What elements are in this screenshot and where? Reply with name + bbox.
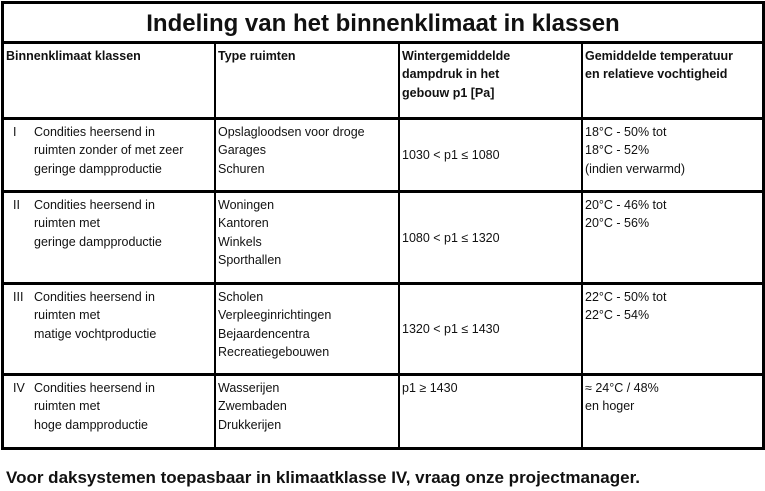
header-text: gebouw p1 [Pa] — [402, 85, 495, 100]
cell-line: Schuren — [218, 161, 265, 176]
climate-cell — [581, 285, 762, 373]
header-pressure — [398, 44, 581, 117]
pressure-value: 1080 < p1 ≤ 1320 — [402, 230, 500, 245]
climate-classes-table — [1, 1, 765, 450]
types-cell — [214, 285, 398, 373]
class-cell — [4, 285, 214, 373]
header-text: Gemiddelde temperatuur — [585, 49, 733, 63]
pressure-value: p1 ≥ 1430 — [402, 381, 458, 395]
header-climate — [581, 44, 762, 117]
cell-line: Condities heersend in — [34, 125, 155, 139]
cell-line: Wasserijen — [218, 381, 280, 395]
cell-line: hoge dampproductie — [34, 417, 148, 432]
footer-note: Voor daksystemen toepasbaar in klimaatklasse IV, vraag onze projectmanager. — [6, 468, 641, 487]
cell-line: en hoger — [585, 399, 635, 414]
cell-line: Scholen — [218, 290, 264, 304]
class-description — [34, 196, 162, 251]
cell-line: Kantoren — [218, 216, 269, 231]
header-text: Wintergemiddelde — [402, 49, 511, 63]
header-class: Binnenklimaat klassen — [6, 49, 141, 63]
cell-line: Zwembaden — [218, 399, 287, 414]
class-cell — [4, 120, 214, 190]
cell-line: Recreatiegebouwen — [218, 344, 330, 359]
table-row — [4, 376, 762, 447]
class-description — [34, 288, 156, 343]
cell-line: 20°C - 46% tot — [585, 198, 667, 212]
cell-line: 22°C - 54% — [585, 308, 650, 323]
pressure-value: 1030 < p1 ≤ 1080 — [402, 147, 500, 162]
class-number: I — [13, 125, 17, 139]
pressure-cell — [398, 285, 581, 373]
header-text: dampdruk in het — [402, 67, 500, 82]
table-row — [4, 285, 762, 376]
cell-line: Woningen — [218, 198, 275, 212]
class-number: II — [13, 198, 20, 212]
class-cell — [4, 193, 214, 282]
class-description — [34, 123, 183, 178]
cell-line: Opslagloodsen voor droge — [218, 125, 365, 139]
cell-line: ≈ 24°C / 48% — [585, 381, 659, 395]
cell-line: ruimten met — [34, 308, 100, 323]
table-row — [4, 193, 762, 285]
cell-line: matige vochtproductie — [34, 326, 157, 341]
class-cell — [4, 376, 214, 447]
types-cell — [214, 120, 398, 190]
types-cell — [214, 376, 398, 447]
cell-line: geringe dampproductie — [34, 234, 162, 249]
header-types: Type ruimten — [214, 44, 398, 117]
cell-line: Winkels — [218, 234, 262, 249]
cell-line: Drukkerijen — [218, 417, 282, 432]
pressure-cell — [398, 193, 581, 282]
table-title: Indeling van het binnenklimaat in klassen — [4, 4, 762, 44]
table-row — [4, 120, 762, 193]
climate-cell — [581, 376, 762, 447]
cell-line: Sporthallen — [218, 252, 282, 267]
class-number: III — [13, 290, 24, 304]
cell-line: Garages — [218, 143, 266, 158]
cell-line: 22°C - 50% tot — [585, 290, 667, 304]
cell-line: 18°C - 50% tot — [585, 125, 667, 139]
climate-cell — [581, 193, 762, 282]
cell-line: 20°C - 56% — [585, 216, 650, 231]
cell-line: (indien verwarmd) — [585, 161, 686, 176]
cell-line: ruimten met — [34, 216, 100, 231]
class-number: IV — [13, 381, 25, 395]
pressure-cell — [398, 120, 581, 190]
cell-line: Condities heersend in — [34, 198, 155, 212]
pressure-cell — [398, 376, 581, 447]
cell-line: Condities heersend in — [34, 381, 155, 395]
header-row — [4, 44, 762, 120]
pressure-value: 1320 < p1 ≤ 1430 — [402, 321, 500, 336]
cell-line: Verpleeginrichtingen — [218, 308, 332, 323]
climate-cell — [581, 120, 762, 190]
types-cell — [214, 193, 398, 282]
cell-line: 18°C - 52% — [585, 143, 650, 158]
cell-line: Condities heersend in — [34, 290, 155, 304]
class-description — [34, 379, 155, 434]
cell-line: Bejaardencentra — [218, 326, 310, 341]
cell-line: geringe dampproductie — [34, 161, 162, 176]
cell-line: ruimten met — [34, 399, 100, 414]
cell-line: ruimten zonder of met zeer — [34, 143, 184, 158]
header-text: en relatieve vochtigheid — [585, 67, 728, 82]
